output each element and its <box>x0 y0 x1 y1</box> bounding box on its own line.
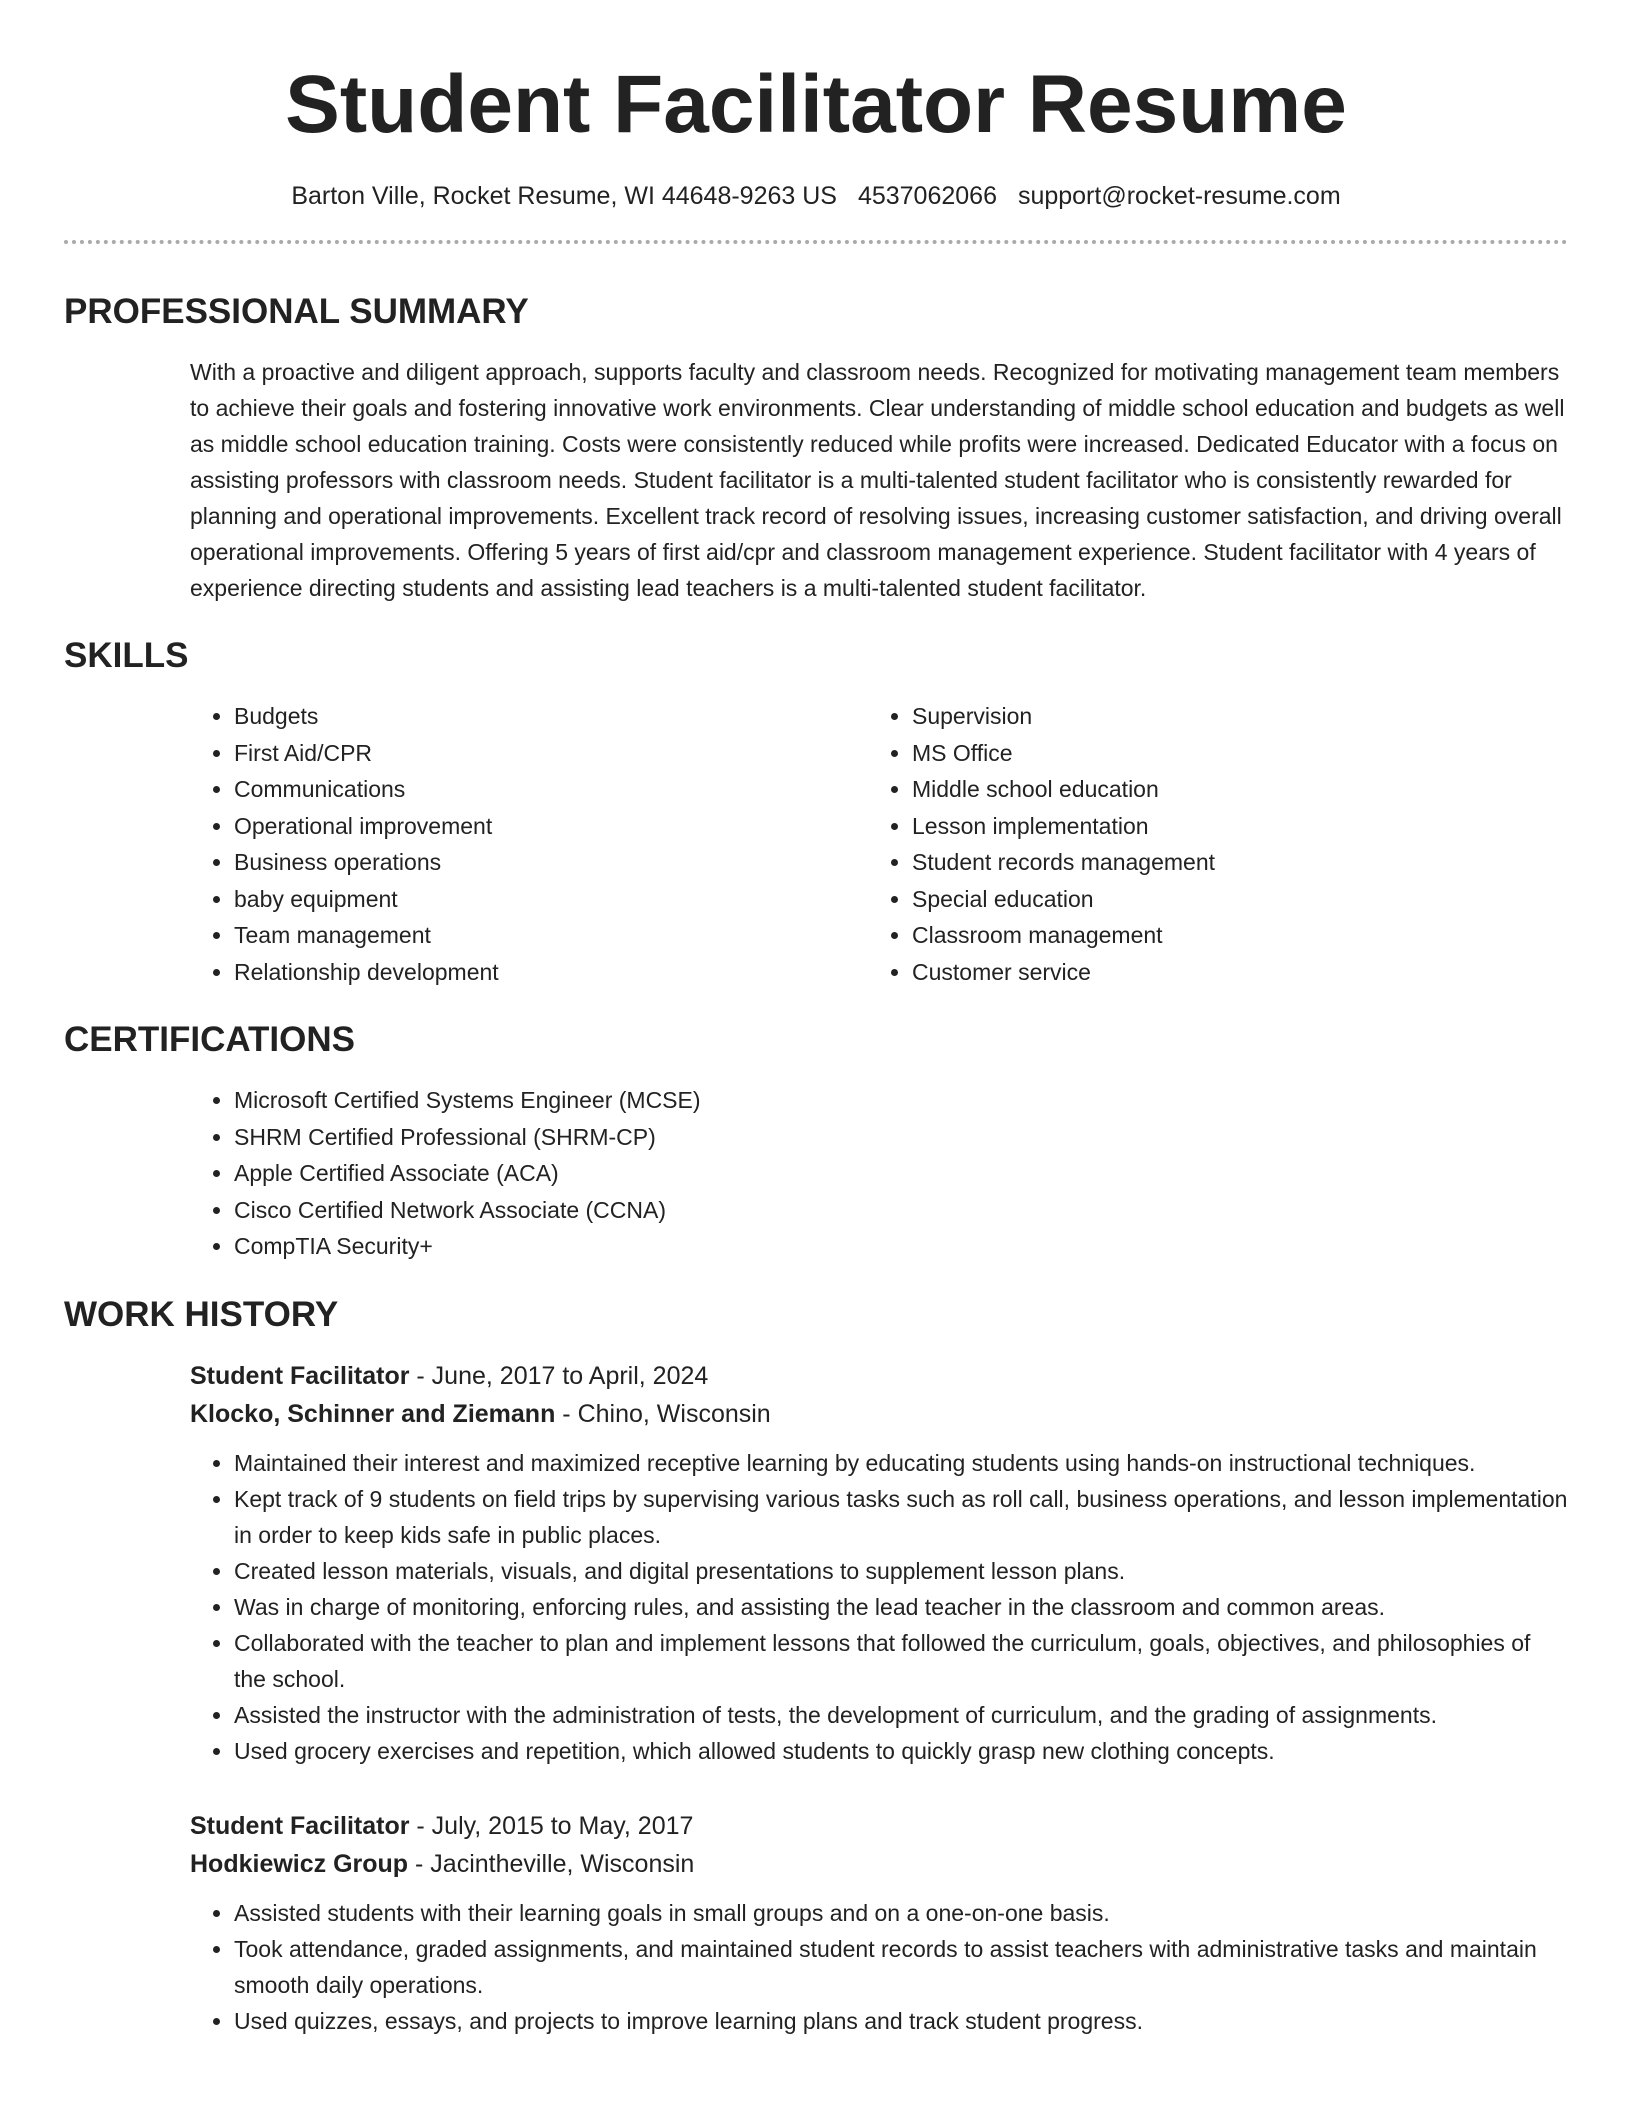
certification-item: • CompTIA Security+ <box>234 1228 1568 1265</box>
summary-heading: PROFESSIONAL SUMMARY <box>64 292 529 331</box>
job-location: - Chino, Wisconsin <box>555 1399 771 1428</box>
job-title: Student Facilitator <box>190 1361 410 1390</box>
skill-item: • Team management <box>234 917 868 954</box>
skill-item: • Special education <box>912 881 1215 918</box>
skills-list-left <box>190 698 868 990</box>
resume-page <box>64 0 1568 2039</box>
contact-phone: 4537062066 <box>857 182 997 210</box>
skills-heading: SKILLS <box>64 636 189 675</box>
job-dates: - July, 2015 to May, 2017 <box>409 1811 694 1840</box>
certification-item: • SHRM Certified Professional (SHRM-CP) <box>234 1119 1568 1156</box>
summary-text: With a proactive and diligent approach, supports faculty and classroom needs. Recognized for motivating management team members to achieve their goals and fostering innovative work environments. Clear understanding of middle school education and budgets as well as middle school education training. Costs were consistently reduced while profits were increased. Dedicated Educator with a focus on assisting professors with classroom needs. Student facilitator is a multi-talented student facilitator who is consistently rewarded for planning and operational improvements. Excellent track record of resolving issues, increasing customer satisfaction, and driving overall operational improvements. Offering 5 years of first aid/cpr and classroom management experience. Student facilitator with 4 years of experience directing students and assisting lead teachers is a multi-talented student facilitator. <box>190 359 1565 601</box>
skill-item: • Student records management <box>912 844 1215 881</box>
skill-item: • Relationship development <box>234 954 868 991</box>
certification-item: • Apple Certified Associate (ACA) <box>234 1155 1568 1192</box>
skill-item: • Classroom management <box>912 917 1215 954</box>
certification-item: • Microsoft Certified Systems Engineer (MCSE) <box>234 1082 1568 1119</box>
certification-item: • Cisco Certified Network Associate (CCNA) <box>234 1192 1568 1229</box>
job-bullet: • Used quizzes, essays, and projects to improve learning plans and track student progress. <box>234 2003 1568 2039</box>
header-divider <box>64 240 1568 244</box>
job-company-line <box>190 1845 1568 1883</box>
job-entry <box>190 1357 1568 1769</box>
job-bullet: • Was in charge of monitoring, enforcing rules, and assisting the lead teacher in the classroom and common areas. <box>234 1589 1568 1625</box>
certifications-heading: CERTIFICATIONS <box>64 1020 356 1059</box>
contact-address: Barton Ville, Rocket Resume, WI 44648-9263 US <box>291 182 837 210</box>
job-title: Student Facilitator <box>190 1811 410 1840</box>
skill-item: • baby equipment <box>234 881 868 918</box>
skill-item: • Operational improvement <box>234 808 868 845</box>
job-bullet: • Took attendance, graded assignments, and maintained student records to assist teachers with administrative tasks and maintain smooth daily operations. <box>234 1931 1568 2003</box>
job-company: Klocko, Schinner and Ziemann <box>190 1399 556 1428</box>
job-bullet: • Kept track of 9 students on field trips by supervising various tasks such as roll call, business operations, and lesson implementation in order to keep kids safe in public places. <box>234 1481 1568 1553</box>
skills-list-right <box>868 698 1215 990</box>
job-location: - Jacintheville, Wisconsin <box>408 1849 695 1878</box>
job-bullet: • Created lesson materials, visuals, and digital presentations to supplement lesson plans. <box>234 1553 1568 1589</box>
skill-item: • Middle school education <box>912 771 1215 808</box>
job-company-line <box>190 1395 1568 1433</box>
skill-item: • Customer service <box>912 954 1215 991</box>
job-dates: - June, 2017 to April, 2024 <box>409 1361 709 1390</box>
job-bullet: • Maintained their interest and maximized receptive learning by educating students using hands-on instructional techniques. <box>234 1445 1568 1481</box>
job-bullet: • Assisted students with their learning goals in small groups and on a one-on-one basis. <box>234 1895 1568 1931</box>
skill-item: • Lesson implementation <box>912 808 1215 845</box>
job-bullet: • Assisted the instructor with the administration of tests, the development of curriculum, and the grading of assignments. <box>234 1697 1568 1733</box>
skill-item: • First Aid/CPR <box>234 735 868 772</box>
certifications-list <box>190 1082 1568 1265</box>
skill-item: • Business operations <box>234 844 868 881</box>
work-history-heading: WORK HISTORY <box>64 1294 339 1334</box>
contact-line <box>64 180 1568 212</box>
job-company: Hodkiewicz Group <box>190 1849 409 1878</box>
resume-title: Student Facilitator Resume <box>285 59 1347 150</box>
job-entry <box>190 1807 1568 2039</box>
job-bullets <box>190 1445 1568 1769</box>
skills-grid <box>190 698 1568 990</box>
job-title-line <box>190 1807 1568 1845</box>
skill-item: • Supervision <box>912 698 1215 735</box>
job-bullet: • Used grocery exercises and repetition, which allowed students to quickly grasp new clothing concepts. <box>234 1733 1568 1769</box>
job-bullet: • Collaborated with the teacher to plan and implement lessons that followed the curriculum, goals, objectives, and philosophies of the school. <box>234 1625 1568 1697</box>
skill-item: • MS Office <box>912 735 1215 772</box>
contact-email[interactable]: support@rocket-resume.com <box>1017 182 1341 210</box>
job-title-line <box>190 1357 1568 1395</box>
skill-item: • Budgets <box>234 698 868 735</box>
skill-item: • Communications <box>234 771 868 808</box>
job-bullets <box>190 1895 1568 2039</box>
